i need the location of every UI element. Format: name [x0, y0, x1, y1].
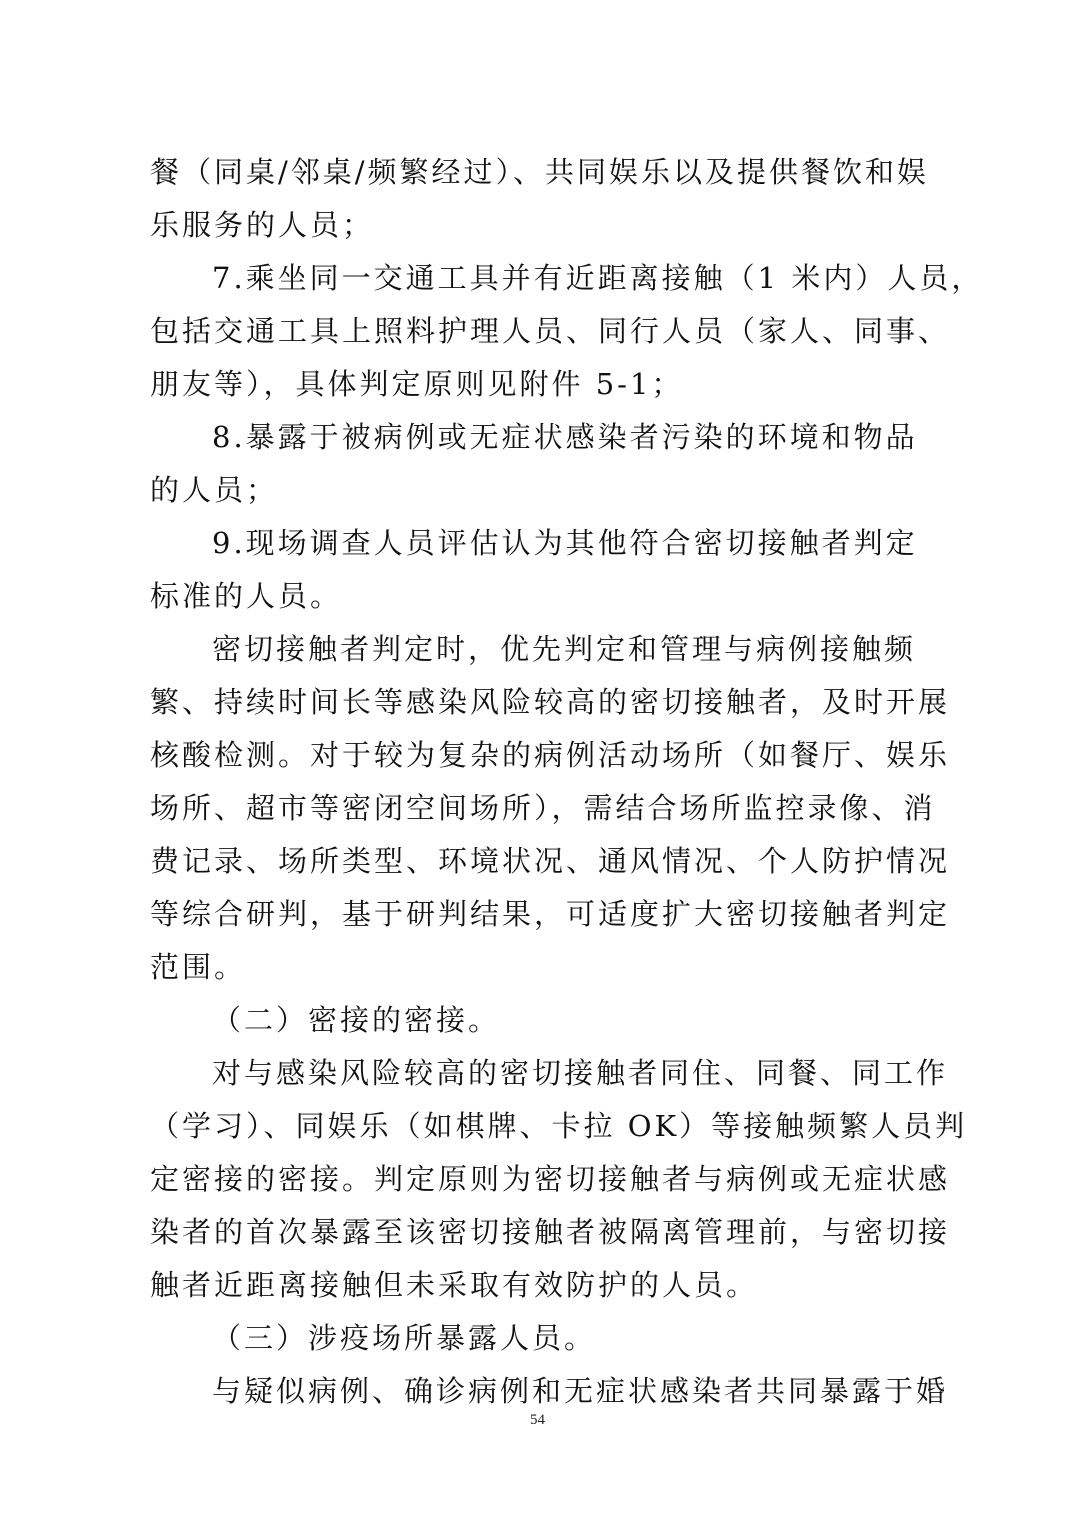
- text-line: （学习）、同娱乐（如棋牌、卡拉 OK）等接触频繁人员判: [150, 1109, 968, 1143]
- text-line: 染者的首次暴露至该密切接触者被隔离管理前，与密切接: [150, 1215, 951, 1249]
- text-line: 与疑似病例、确诊病例和无症状感染者共同暴露于婚: [212, 1374, 949, 1408]
- text-line: 等综合研判，基于研判结果，可适度扩大密切接触者判定: [150, 897, 951, 931]
- text-line: 场所、超市等密闭空间场所），需结合场所监控录像、消: [150, 791, 936, 825]
- section-heading: （三）涉疫场所暴露人员。: [212, 1321, 597, 1355]
- text-line: 范围。: [150, 950, 247, 984]
- text-line: 核酸检测。对于较为复杂的病例活动场所（如餐厅、娱乐: [150, 738, 951, 772]
- text-line: 9.现场调查人员评估认为其他符合密切接触者判定: [212, 526, 918, 560]
- page-number: 54: [530, 1412, 545, 1428]
- text-line: 定密接的密接。判定原则为密切接触者与病例或无症状感: [150, 1162, 951, 1196]
- text-line: 对与感染风险较高的密切接触者同住、同餐、同工作: [212, 1056, 949, 1090]
- text-line: 的人员；: [150, 473, 279, 507]
- text-line: 7.乘坐同一交通工具并有近距离接触（1 米内）人员，: [212, 261, 984, 295]
- text-line: 包括交通工具上照料护理人员、同行人员（家人、同事、: [150, 314, 951, 348]
- text-line: 朋友等），具体判定原则见附件 5-1；: [150, 367, 684, 401]
- text-line: 触者近距离接触但未采取有效防护的人员。: [150, 1268, 759, 1302]
- text-line: 8.暴露于被病例或无症状感染者污染的环境和物品: [212, 420, 918, 454]
- text-line: 标准的人员。: [150, 579, 343, 613]
- text-line: 乐服务的人员；: [150, 208, 375, 242]
- text-line: 费记录、场所类型、环境状况、通风情况、个人防护情况: [150, 844, 951, 878]
- text-line: 餐（同桌/邻桌/频繁经过）、共同娱乐以及提供餐饮和娱: [150, 155, 930, 189]
- text-line: 繁、持续时间长等感染风险较高的密切接触者，及时开展: [150, 685, 951, 719]
- section-heading: （二）密接的密接。: [212, 1003, 501, 1037]
- text-line: 密切接触者判定时，优先判定和管理与病例接触频: [212, 632, 917, 666]
